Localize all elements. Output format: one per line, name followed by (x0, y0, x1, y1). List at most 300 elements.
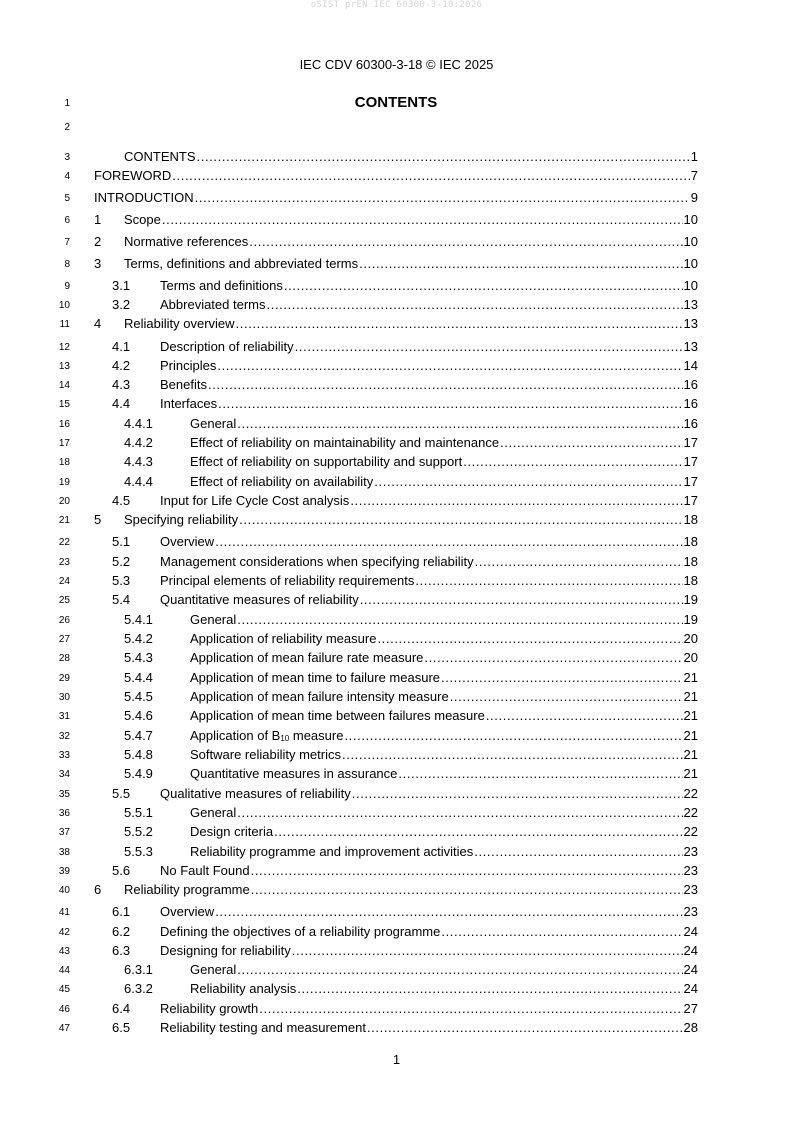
section-number: 5.4.9 (124, 766, 153, 781)
toc-entry[interactable] (94, 824, 698, 840)
page-ref: 18 (683, 512, 698, 527)
line-number: 46 (58, 1004, 70, 1015)
line-number: 34 (58, 769, 70, 780)
section-number: 1 (94, 212, 102, 227)
section-title: Principles (160, 358, 217, 373)
section-title: Scope (124, 212, 161, 227)
line-number: 15 (58, 399, 70, 410)
page-ref: 24 (683, 981, 698, 996)
toc-entry[interactable] (94, 962, 698, 978)
toc-entry[interactable] (94, 766, 698, 782)
dot-leader (398, 766, 682, 782)
section-number: 5.1 (112, 534, 131, 549)
toc-entry-line (160, 358, 698, 374)
dot-leader (237, 805, 682, 821)
dot-leader (352, 786, 683, 802)
page-ref: 17 (683, 474, 698, 489)
section-title: Application of reliability measure (190, 631, 377, 646)
section-number: 6.1 (112, 904, 131, 919)
section-title: Software reliability metrics (190, 747, 341, 762)
dot-leader (197, 149, 690, 165)
section-number: 3.1 (112, 278, 131, 293)
toc-entry-line (160, 573, 698, 589)
section-title-subscript: 10 (280, 734, 290, 743)
toc-entry[interactable] (94, 256, 698, 272)
section-title: Application of mean time between failures measure (190, 708, 485, 723)
toc-entry[interactable] (94, 612, 698, 628)
toc-entry-line (160, 1001, 698, 1017)
section-number: 5.4.3 (124, 650, 153, 665)
toc-entry[interactable] (94, 339, 698, 355)
toc-entry[interactable] (94, 297, 698, 313)
toc-entry-line (160, 786, 698, 802)
section-title: Specifying reliability (124, 512, 239, 527)
section-title: Management considerations when specifying reliability (160, 554, 474, 569)
line-number: 36 (58, 808, 70, 819)
line-number: 11 (59, 319, 70, 330)
section-title: No Fault Found (160, 863, 250, 878)
section-number: 5.4 (112, 592, 131, 607)
dot-leader (251, 863, 683, 879)
toc-entry[interactable] (94, 534, 698, 550)
page-ref: 7 (690, 168, 698, 183)
toc-entry-line (190, 747, 698, 763)
page-ref: 24 (683, 943, 698, 958)
section-number: 5.4.1 (124, 612, 153, 627)
dot-leader (237, 416, 682, 432)
toc-entry[interactable] (94, 573, 698, 589)
dot-leader (249, 234, 682, 250)
line-number: 44 (58, 965, 70, 976)
section-number: 5.2 (112, 554, 131, 569)
section-number: 3 (94, 256, 102, 271)
dot-leader (239, 512, 682, 528)
toc-entry[interactable] (94, 493, 698, 509)
dot-leader (344, 728, 682, 744)
page-ref: 23 (683, 844, 698, 859)
section-number: 5.4.2 (124, 631, 153, 646)
line-number: 41 (58, 907, 70, 918)
toc-entry-line (190, 805, 698, 821)
toc-entry[interactable] (94, 435, 698, 451)
toc-entry[interactable] (94, 149, 698, 165)
dot-leader (267, 297, 683, 313)
toc-entry-line (190, 435, 698, 451)
page-ref: 10 (683, 256, 698, 271)
toc-entry-line (160, 493, 698, 509)
line-number: 9 (64, 281, 70, 292)
page-ref: 23 (683, 863, 698, 878)
page-ref: 13 (683, 316, 698, 331)
section-title: Abbreviated terms (160, 297, 266, 312)
line-number: 35 (58, 789, 70, 800)
toc-entry[interactable] (94, 1001, 698, 1017)
dot-leader (359, 256, 682, 272)
section-title: Overview (160, 534, 215, 549)
toc-entry-line (190, 689, 698, 705)
section-title: Quantitative measures in assurance (190, 766, 398, 781)
toc-entry[interactable] (94, 805, 698, 821)
toc-entry-line (190, 824, 698, 840)
dot-leader (360, 592, 683, 608)
line-number: 16 (58, 419, 70, 430)
section-title: Effect of reliability on maintainability and maintenance (190, 435, 500, 450)
toc-entry-line (160, 297, 698, 313)
page-ref: 9 (690, 190, 698, 205)
page-ref: 19 (683, 612, 698, 627)
section-title: Reliability testing and measurement (160, 1020, 366, 1035)
page-ref: 16 (683, 396, 698, 411)
dot-leader (374, 474, 682, 490)
dot-leader (215, 534, 682, 550)
line-number: 4 (64, 171, 70, 182)
section-title: Description of reliability (160, 339, 294, 354)
section-title: Normative references (124, 234, 249, 249)
section-title: Application of mean failure intensity measure (190, 689, 449, 704)
toc-entry-line (124, 256, 698, 272)
toc-entry[interactable] (94, 168, 698, 184)
toc-entry-line (124, 316, 698, 332)
section-number: 4.5 (112, 493, 131, 508)
toc-entry[interactable] (94, 882, 698, 898)
dot-leader (295, 339, 683, 355)
section-number: 5.5.2 (124, 824, 153, 839)
section-title: Interfaces (160, 396, 218, 411)
page-ref: 18 (683, 573, 698, 588)
document-header: IEC CDV 60300-3-18 © IEC 2025 (299, 57, 494, 72)
section-title: Reliability programme (124, 882, 250, 897)
toc-entry-line (160, 904, 698, 920)
page-ref: 21 (683, 728, 698, 743)
section-number: 4.4.2 (124, 435, 153, 450)
dot-leader (259, 1001, 682, 1017)
page-ref: 10 (683, 234, 698, 249)
toc-entry[interactable] (94, 863, 698, 879)
page-ref: 16 (683, 416, 698, 431)
dot-leader (237, 962, 682, 978)
section-number: 4.4.1 (124, 416, 153, 431)
dot-leader (237, 612, 682, 628)
toc-entry-line (190, 766, 698, 782)
toc-entry-line (160, 278, 698, 294)
line-number: 42 (58, 927, 70, 938)
section-number: 4.1 (112, 339, 131, 354)
toc-entry[interactable] (94, 904, 698, 920)
toc-entry-line (190, 454, 698, 470)
dot-leader (350, 493, 682, 509)
section-number: 3.2 (112, 297, 131, 312)
line-number: 2 (64, 122, 70, 133)
dot-leader (474, 844, 682, 860)
line-number: 30 (58, 692, 70, 703)
line-number: 37 (58, 827, 70, 838)
line-number: 32 (58, 731, 70, 742)
page-ref: 21 (683, 747, 698, 762)
page-ref: 28 (683, 1020, 698, 1035)
dot-leader (486, 708, 683, 724)
toc-entry[interactable] (94, 592, 698, 608)
toc-entry-line (190, 728, 698, 747)
dot-leader (463, 454, 682, 470)
page-ref: 17 (683, 435, 698, 450)
toc-entry[interactable] (94, 728, 698, 744)
line-number: 17 (58, 438, 70, 449)
toc-entry-line (190, 474, 698, 490)
toc-entry-line (124, 149, 698, 165)
toc-entry-line (190, 670, 698, 686)
section-number: 4.4.3 (124, 454, 153, 469)
page-ref: 22 (683, 786, 698, 801)
dot-leader (236, 316, 683, 332)
dot-leader (297, 981, 682, 997)
page-ref: 23 (683, 904, 698, 919)
toc-entry-line (160, 924, 698, 940)
line-number: 1 (64, 98, 70, 109)
page-number: 1 (392, 1052, 401, 1067)
section-number: 6.4 (112, 1001, 131, 1016)
section-number: 5.4.4 (124, 670, 153, 685)
line-number: 6 (64, 215, 70, 226)
section-number: 5.5.1 (124, 805, 153, 820)
toc-entry[interactable] (94, 708, 698, 724)
line-number: 26 (58, 615, 70, 626)
section-title-part: measure (289, 728, 344, 743)
line-number: 31 (58, 711, 70, 722)
section-number: 5.4.5 (124, 689, 153, 704)
toc-entry[interactable] (94, 689, 698, 705)
section-title: General (190, 612, 237, 627)
section-number: 2 (94, 234, 102, 249)
toc-entry[interactable] (94, 377, 698, 393)
line-number: 43 (58, 946, 70, 957)
toc-entry[interactable] (94, 943, 698, 959)
toc-entry-line (160, 396, 698, 412)
line-number: 39 (58, 866, 70, 877)
toc-entry-line (160, 534, 698, 550)
section-title: Principal elements of reliability requirements (160, 573, 415, 588)
section-number: 4.4 (112, 396, 131, 411)
toc-entry-line (124, 512, 698, 528)
toc-entry-line (190, 844, 698, 860)
dot-leader (251, 882, 683, 898)
dot-leader (162, 212, 683, 228)
page-ref: 16 (683, 377, 698, 392)
section-number: 5.5 (112, 786, 131, 801)
page-ref: 20 (683, 650, 698, 665)
section-number: 6.5 (112, 1020, 131, 1035)
page-ref: 21 (683, 689, 698, 704)
dot-leader (215, 904, 682, 920)
line-number: 20 (58, 496, 70, 507)
line-number: 47 (58, 1023, 70, 1034)
section-title: Defining the objectives of a reliability programme (160, 924, 441, 939)
line-number: 25 (58, 595, 70, 606)
section-title: Terms, definitions and abbreviated terms (124, 256, 359, 271)
section-title: INTRODUCTION (94, 190, 194, 205)
dot-leader (441, 670, 683, 686)
toc-entry-line (160, 943, 698, 959)
toc-entry[interactable] (94, 747, 698, 763)
toc-entry-line (160, 863, 698, 879)
toc-entry-line (160, 377, 698, 393)
section-number: 5.6 (112, 863, 131, 878)
toc-entry-line (124, 234, 698, 250)
line-number: 29 (58, 673, 70, 684)
toc-entry-line (94, 168, 698, 184)
section-number: 6.3.1 (124, 962, 153, 977)
dot-leader (500, 435, 682, 451)
line-number: 28 (58, 653, 70, 664)
toc-entry[interactable] (94, 650, 698, 666)
section-title: Effect of reliability on supportability and support (190, 454, 463, 469)
section-title: General (190, 805, 237, 820)
dot-leader (367, 1020, 683, 1036)
toc-entry[interactable] (94, 454, 698, 470)
dot-leader (218, 396, 682, 412)
section-number: 4.4.4 (124, 474, 153, 489)
section-number: 6 (94, 882, 102, 897)
toc-entry[interactable] (94, 512, 698, 528)
line-number: 19 (58, 477, 70, 488)
section-title: FOREWORD (94, 168, 172, 183)
toc-entry-line (190, 981, 698, 997)
section-number: 4.3 (112, 377, 131, 392)
toc-entry[interactable] (94, 358, 698, 374)
line-number: 12 (58, 342, 70, 353)
toc-entry-line (160, 554, 698, 570)
line-number: 33 (58, 750, 70, 761)
dot-leader (377, 631, 682, 647)
dot-leader (441, 924, 682, 940)
dot-leader (424, 650, 682, 666)
dot-leader (172, 168, 689, 184)
page-ref: 22 (683, 805, 698, 820)
line-number: 8 (64, 259, 70, 270)
toc-entry[interactable] (94, 631, 698, 647)
toc-entry[interactable] (94, 190, 698, 206)
section-title: Overview (160, 904, 215, 919)
section-number: 5.4.8 (124, 747, 153, 762)
page-ref: 18 (683, 534, 698, 549)
dot-leader (284, 278, 683, 294)
section-title (190, 728, 343, 747)
dot-leader (342, 747, 683, 763)
page-ref: 1 (690, 149, 698, 164)
toc-entry[interactable] (94, 844, 698, 860)
section-title: Reliability analysis (190, 981, 297, 996)
dot-leader (274, 824, 682, 840)
section-title: Terms and definitions (160, 278, 283, 293)
page-ref: 14 (683, 358, 698, 373)
section-number: 6.2 (112, 924, 131, 939)
line-number: 10 (58, 300, 70, 311)
section-title: Reliability growth (160, 1001, 259, 1016)
line-number: 24 (58, 576, 70, 587)
toc-entry[interactable] (94, 396, 698, 412)
toc-entry[interactable] (94, 416, 698, 432)
toc-entry-line (94, 190, 698, 206)
page-ref: 18 (683, 554, 698, 569)
toc-entry[interactable] (94, 316, 698, 332)
toc-entry-line (160, 339, 698, 355)
toc-entry[interactable] (94, 234, 698, 250)
section-title: Benefits (160, 377, 207, 392)
dot-leader (292, 943, 683, 959)
dot-leader (195, 190, 690, 206)
line-number: 45 (58, 984, 70, 995)
line-number: 3 (64, 152, 70, 163)
page-ref: 24 (683, 924, 698, 939)
section-title: Effect of reliability on availability (190, 474, 374, 489)
line-number: 18 (58, 457, 70, 468)
line-number: 21 (58, 515, 70, 526)
section-title-part: Application of B (190, 728, 281, 743)
section-title: Input for Life Cycle Cost analysis (160, 493, 350, 508)
page-ref: 21 (683, 766, 698, 781)
line-number: 40 (58, 885, 70, 896)
toc-entry-line (190, 708, 698, 724)
toc-entry-line (190, 962, 698, 978)
page-ref: 27 (683, 1001, 698, 1016)
toc-entry[interactable] (94, 1020, 698, 1036)
section-number: 5.4.6 (124, 708, 153, 723)
toc-entry[interactable] (94, 554, 698, 570)
dot-leader (217, 358, 682, 374)
section-title: Application of mean time to failure measure (190, 670, 441, 685)
page-ref: 19 (683, 592, 698, 607)
section-number: 5.5.3 (124, 844, 153, 859)
toc-entry-line (190, 631, 698, 647)
section-title: Designing for reliability (160, 943, 291, 958)
toc-entry[interactable] (94, 474, 698, 490)
section-number: 4 (94, 316, 102, 331)
line-number: 5 (64, 193, 70, 204)
section-number: 5.3 (112, 573, 131, 588)
toc-entry-line (160, 592, 698, 608)
page-ref: 21 (683, 708, 698, 723)
page-ref: 22 (683, 824, 698, 839)
page-ref: 10 (683, 212, 698, 227)
page-ref: 10 (683, 278, 698, 293)
toc-entry[interactable] (94, 278, 698, 294)
dot-leader (208, 377, 683, 393)
page-ref: 23 (683, 882, 698, 897)
page-ref: 20 (683, 631, 698, 646)
line-number: 22 (58, 537, 70, 548)
dot-leader (450, 689, 683, 705)
toc-entry-line (190, 612, 698, 628)
section-number: 5 (94, 512, 102, 527)
section-title: Qualitative measures of reliability (160, 786, 351, 801)
toc-entry[interactable] (94, 981, 698, 997)
dot-leader (475, 554, 683, 570)
line-number: 27 (58, 634, 70, 645)
toc-entry[interactable] (94, 786, 698, 802)
section-title: CONTENTS (124, 149, 196, 164)
line-number: 23 (58, 557, 70, 568)
toc-entry[interactable] (94, 670, 698, 686)
toc-entry[interactable] (94, 924, 698, 940)
page-ref: 24 (683, 962, 698, 977)
toc-entry[interactable] (94, 212, 698, 228)
section-title: Design criteria (190, 824, 274, 839)
line-number: 7 (64, 237, 70, 248)
document-watermark: oSIST prEN IEC 60300-3-18:2026 (310, 0, 483, 10)
line-number: 13 (58, 361, 70, 372)
section-number: 4.2 (112, 358, 131, 373)
page-ref: 17 (683, 493, 698, 508)
section-title: General (190, 416, 237, 431)
